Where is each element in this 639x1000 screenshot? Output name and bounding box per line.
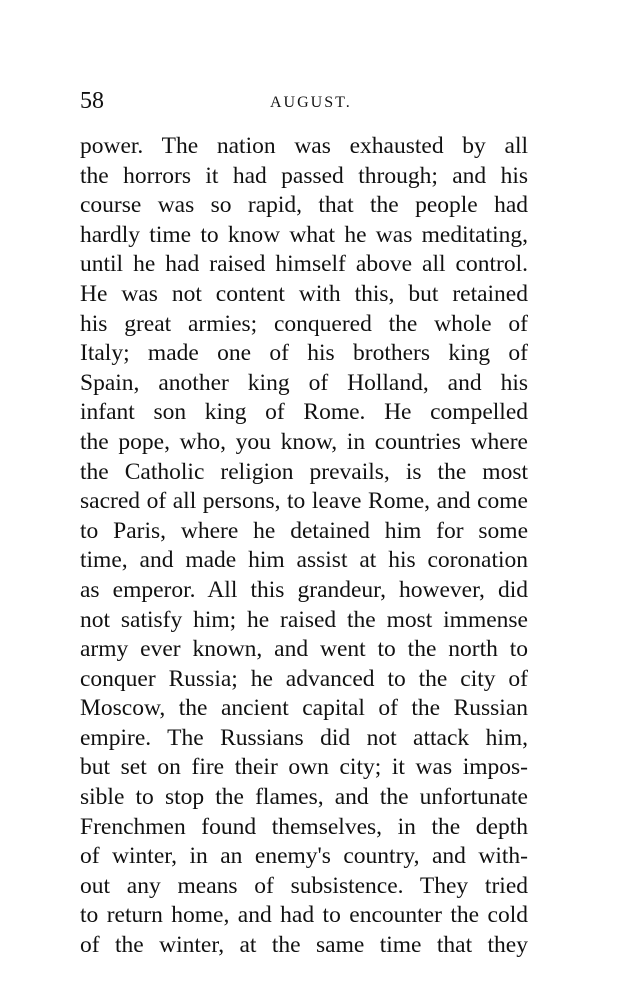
- text-line: until he had raised himself above all control.: [80, 251, 528, 278]
- text-line: the pope, who, you know, in countries where: [80, 428, 528, 455]
- text-line: as emperor. All this grandeur, however, did: [80, 576, 528, 603]
- body-text: [80, 132, 528, 961]
- text-line: Moscow, the ancient capital of the Russian: [80, 695, 528, 722]
- text-line: empire. The Russians did not attack him,: [80, 724, 528, 751]
- text-line: conquer Russia; he advanced to the city of: [80, 665, 528, 692]
- text-line: his great armies; conquered the whole of: [80, 310, 528, 337]
- text-line: He was not content with this, but retained: [80, 280, 528, 307]
- text-line: to Paris, where he detained him for some: [80, 517, 528, 544]
- text-line: to return home, and had to encounter the cold: [80, 902, 528, 929]
- text-line: of the winter, at the same time that they: [80, 932, 528, 959]
- text-line: the Catholic religion prevails, is the most: [80, 458, 528, 485]
- page-header: [80, 86, 528, 116]
- text-line: power. The nation was exhausted by all: [80, 133, 528, 159]
- text-line: Spain, another king of Holland, and his: [80, 369, 528, 396]
- running-head: AUGUST.: [270, 94, 352, 111]
- text-line: course was so rapid, that the people had: [80, 192, 528, 219]
- text-line: hardly time to know what he was meditating,: [80, 221, 528, 248]
- text-line: of winter, in an enemy's country, and with-: [80, 843, 528, 870]
- text-line: army ever known, and went to the north to: [80, 636, 528, 663]
- text-line: not satisfy him; he raised the most immense: [80, 606, 528, 633]
- text-line: the horrors it had passed through; and his: [80, 162, 528, 189]
- text-line: sacred of all persons, to leave Rome, and come: [80, 488, 528, 515]
- text-line: but set on fire their own city; it was impos-: [80, 754, 528, 781]
- text-line: Italy; made one of his brothers king of: [80, 340, 528, 367]
- text-line: time, and made him assist at his coronation: [80, 547, 528, 574]
- text-line: out any means of subsistence. They tried: [80, 872, 528, 899]
- text-line: sible to stop the flames, and the unfortunate: [80, 784, 528, 811]
- text-line: Frenchmen found themselves, in the depth: [80, 813, 528, 840]
- page-number: 58: [80, 88, 104, 114]
- text-line: infant son king of Rome. He compelled: [80, 399, 528, 426]
